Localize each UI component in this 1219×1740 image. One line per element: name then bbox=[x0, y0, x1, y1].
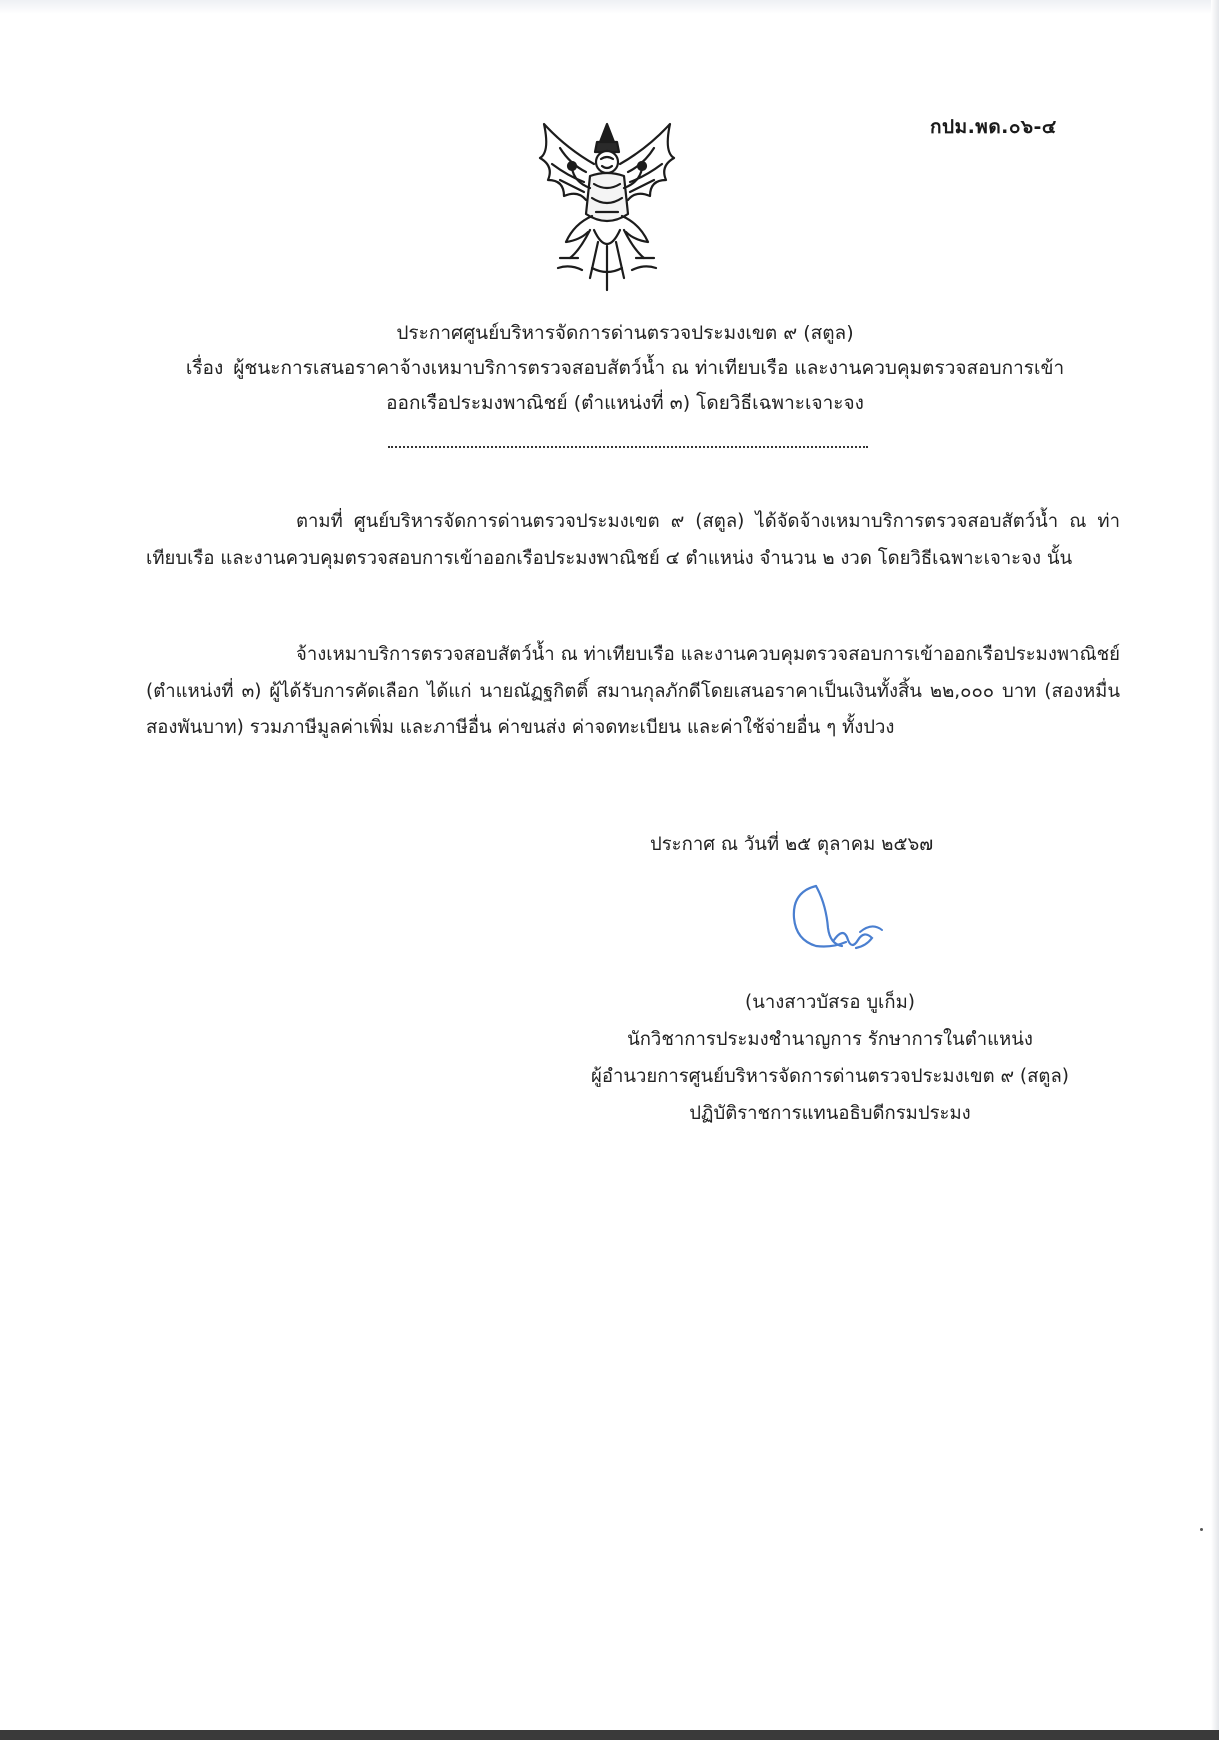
signer-position-2: ผู้อำนวยการศูนย์บริหารจัดการด่านตรวจประมงเขต ๙ (สตูล) bbox=[591, 1066, 1069, 1087]
subject-line-2: ออกเรือประมงพาณิชย์ (ตำแหน่งที่ ๓) โดยวิธีเฉพาะเจาะจง bbox=[386, 392, 864, 414]
subject-text-1: ผู้ชนะการเสนอราคาจ้างเหมาบริการตรวจสอบสัตว์น้ำ ณ ท่าเทียบเรือ และงานควบคุมตรวจสอบการเข้า bbox=[233, 357, 1065, 379]
garuda-emblem-icon bbox=[530, 118, 684, 298]
announcement-title: ประกาศศูนย์บริหารจัดการด่านตรวจประมงเขต ๙ (สตูล) bbox=[396, 322, 854, 344]
scan-edge-right bbox=[1211, 0, 1219, 1740]
scan-speck bbox=[1200, 1528, 1203, 1531]
subject-line-1 bbox=[130, 351, 1120, 386]
dotted-divider bbox=[388, 446, 868, 448]
signer-name: (นางสาวบัสรอ บูเก็ม) bbox=[745, 992, 915, 1013]
signer-position-3: ปฏิบัติราชการแทนอธิบดีกรมประมง bbox=[689, 1103, 971, 1124]
body-paragraph-1: ตามที่ ศูนย์บริหารจัดการด่านตรวจประมงเขต ๙ (สตูล) ได้จัดจ้างเหมาบริการตรวจสอบสัตว์น้ำ ณ ท่าเทียบเรือ และงานควบคุมตรวจสอบการเข้าออกเรือประมงพาณิชย์ ๔ ตำแหน่ง จำนวน ๒ งวด โดยวิธีเฉพาะเจาะจง นั้น bbox=[146, 511, 1120, 569]
subject-label: เรื่อง bbox=[185, 357, 224, 379]
announcement-date: ประกาศ ณ วันที่ ๒๕ ตุลาคม ๒๕๖๗ bbox=[650, 834, 934, 855]
announcement-heading bbox=[130, 316, 1120, 421]
scan-edge-top bbox=[0, 0, 1219, 14]
scan-edge-bottom bbox=[0, 1730, 1219, 1740]
document-code: กปม.พด.๐๖-๔ bbox=[930, 116, 1057, 138]
body-paragraph-2: จ้างเหมาบริการตรวจสอบสัตว์น้ำ ณ ท่าเทียบเรือ และงานควบคุมตรวจสอบการเข้าออกเรือประมงพาณิชย์ (ตำแหน่งที่ ๓) ผู้ได้รับการคัดเลือก ได้แก่ นายณัฏฐกิตติ์ สมานกุลภักดีโดยเสนอราคาเป็นเงินทั้งสิ้น ๒๒,๐๐๐ บาท (สองหมื่นสองพันบาท) รวมภาษีมูลค่าเพิ่ม และภาษีอื่น ค่าขนส่ง ค่าจดทะเบียน และค่าใช้จ่ายอื่น ๆ ทั้งปวง bbox=[146, 644, 1120, 738]
signature-block bbox=[520, 984, 1140, 1132]
handwritten-signature bbox=[786, 882, 896, 962]
signer-position-1: นักวิชาการประมงชำนาญการ รักษาการในตำแหน่ง bbox=[627, 1029, 1033, 1050]
